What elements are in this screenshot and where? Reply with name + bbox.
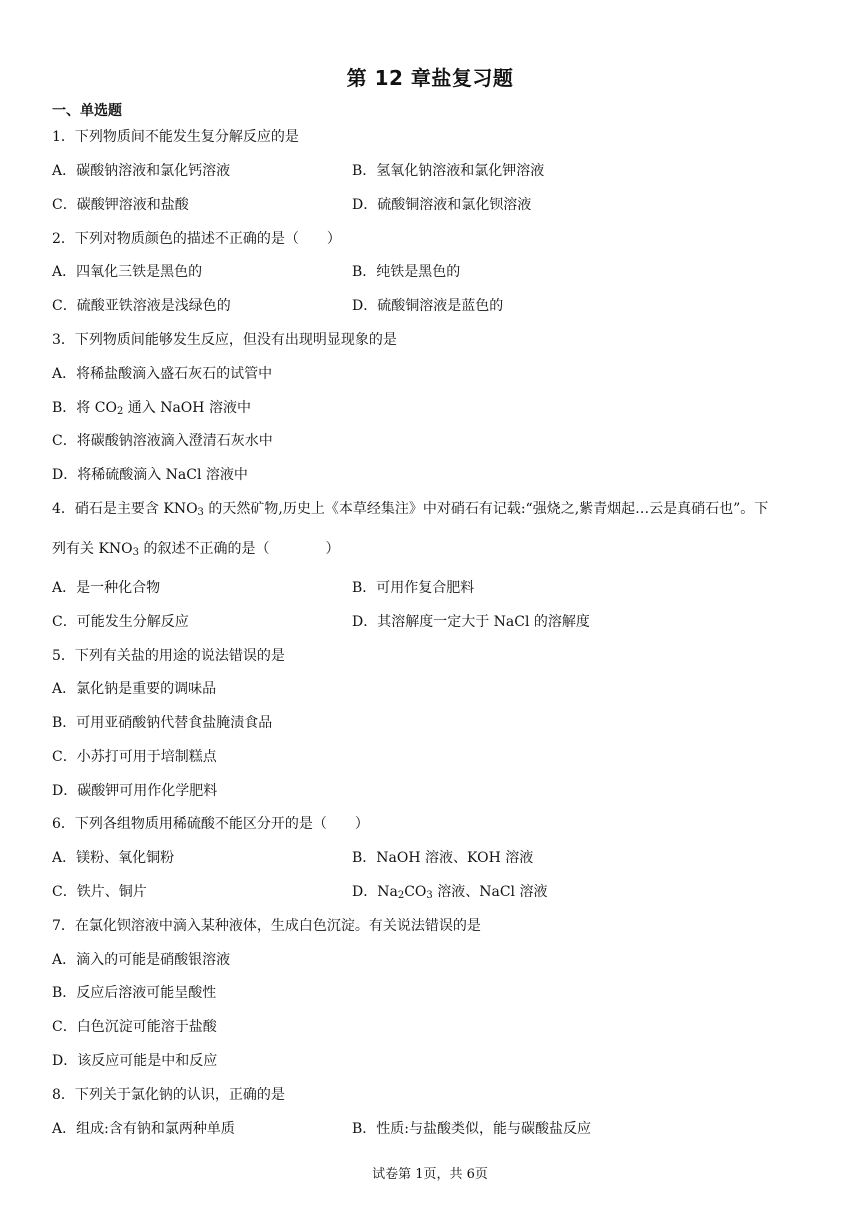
- q4-option-c: C．可能发生分解反应: [52, 614, 189, 630]
- q7-option-a: A．滴入的可能是硝酸银溶液: [52, 952, 231, 968]
- q4-stem-line1: 4．硝石是主要含 $KNO_3$ 的天然矿物,历史上《本草经集注》中对硝石有记载:“强烧之,紫青烟起…云是真硝石也”。下: [52, 501, 769, 518]
- q2-option-d: D．硫酸铜溶液是蓝色的: [352, 298, 504, 314]
- page-title: 第 12 章盐复习题: [346, 66, 514, 90]
- q2-option-c: C．硫酸亚铁溶液是浅绿色的: [52, 298, 231, 314]
- q6-option-d: D．$Na_2CO_3$ 溶液、NaCl 溶液: [352, 884, 548, 901]
- q8-option-b: B．性质:与盐酸类似，能与碳酸盐反应: [352, 1121, 592, 1137]
- q7-stem: 7．在氯化钡溶液中滴入某种液体，生成白色沉淀。有关说法错误的是: [52, 918, 481, 934]
- q7-option-c: C．白色沉淀可能溶于盐酸: [52, 1019, 217, 1035]
- q3-option-a: A．将稀盐酸滴入盛石灰石的试管中: [52, 366, 273, 382]
- q1-stem: 1．下列物质间不能发生复分解反应的是: [52, 129, 299, 145]
- q7-option-b: B．反应后溶液可能呈酸性: [52, 985, 217, 1001]
- q4-stem-line2: 列有关 $KNO_3$ 的叙述不正确的是（ ）: [52, 541, 340, 558]
- page-footer: 试卷第 1页，共 6页: [372, 1167, 488, 1182]
- q4-option-a: A．是一种化合物: [52, 580, 161, 596]
- q4-option-b: B．可用作复合肥料: [352, 580, 475, 596]
- q6-option-b: B．NaOH 溶液、KOH 溶液: [352, 850, 534, 866]
- q1-option-a: A．碳酸钠溶液和氯化钙溶液: [52, 163, 231, 179]
- q2-option-b: B．纯铁是黑色的: [352, 264, 461, 280]
- section-heading: 一、单选题: [52, 103, 122, 119]
- q5-option-a: A．氯化钠是重要的调味品: [52, 681, 217, 697]
- q3-option-d: D．将稀硫酸滴入 NaCl 溶液中: [52, 467, 248, 483]
- q2-option-a: A．四氧化三铁是黑色的: [52, 264, 203, 280]
- q5-option-d: D．碳酸钾可用作化学肥料: [52, 783, 218, 799]
- q3-option-b: B．将 $CO_2$ 通入 NaOH 溶液中: [52, 400, 251, 417]
- q1-option-b: B．氢氧化钠溶液和氯化钾溶液: [352, 163, 545, 179]
- q1-option-c: C．碳酸钾溶液和盐酸: [52, 197, 189, 213]
- q5-option-b: B．可用亚硝酸钠代替食盐腌渍食品: [52, 715, 273, 731]
- q5-option-c: C．小苏打可用于培制糕点: [52, 749, 217, 765]
- q6-option-a: A．镁粉、氧化铜粉: [52, 850, 175, 866]
- q1-option-d: D．硫酸铜溶液和氯化钡溶液: [352, 197, 532, 213]
- q8-stem: 8．下列关于氯化钠的认识，正确的是: [52, 1087, 285, 1103]
- q3-stem: 3．下列物质间能够发生反应，但没有出现明显现象的是: [52, 332, 397, 348]
- q2-stem: 2．下列对物质颜色的描述不正确的是（ ）: [52, 231, 341, 247]
- q8-option-a: A．组成:含有钠和氯两种单质: [52, 1121, 235, 1137]
- q6-option-c: C．铁片、铜片: [52, 884, 147, 900]
- q5-stem: 5．下列有关盐的用途的说法错误的是: [52, 648, 285, 664]
- q4-option-d: D．其溶解度一定大于 NaCl 的溶解度: [352, 614, 590, 630]
- q6-stem: 6．下列各组物质用稀硫酸不能区分开的是（ ）: [52, 816, 369, 832]
- q7-option-d: D．该反应可能是中和反应: [52, 1053, 218, 1069]
- q3-option-c: C．将碳酸钠溶液滴入澄清石灰水中: [52, 433, 273, 449]
